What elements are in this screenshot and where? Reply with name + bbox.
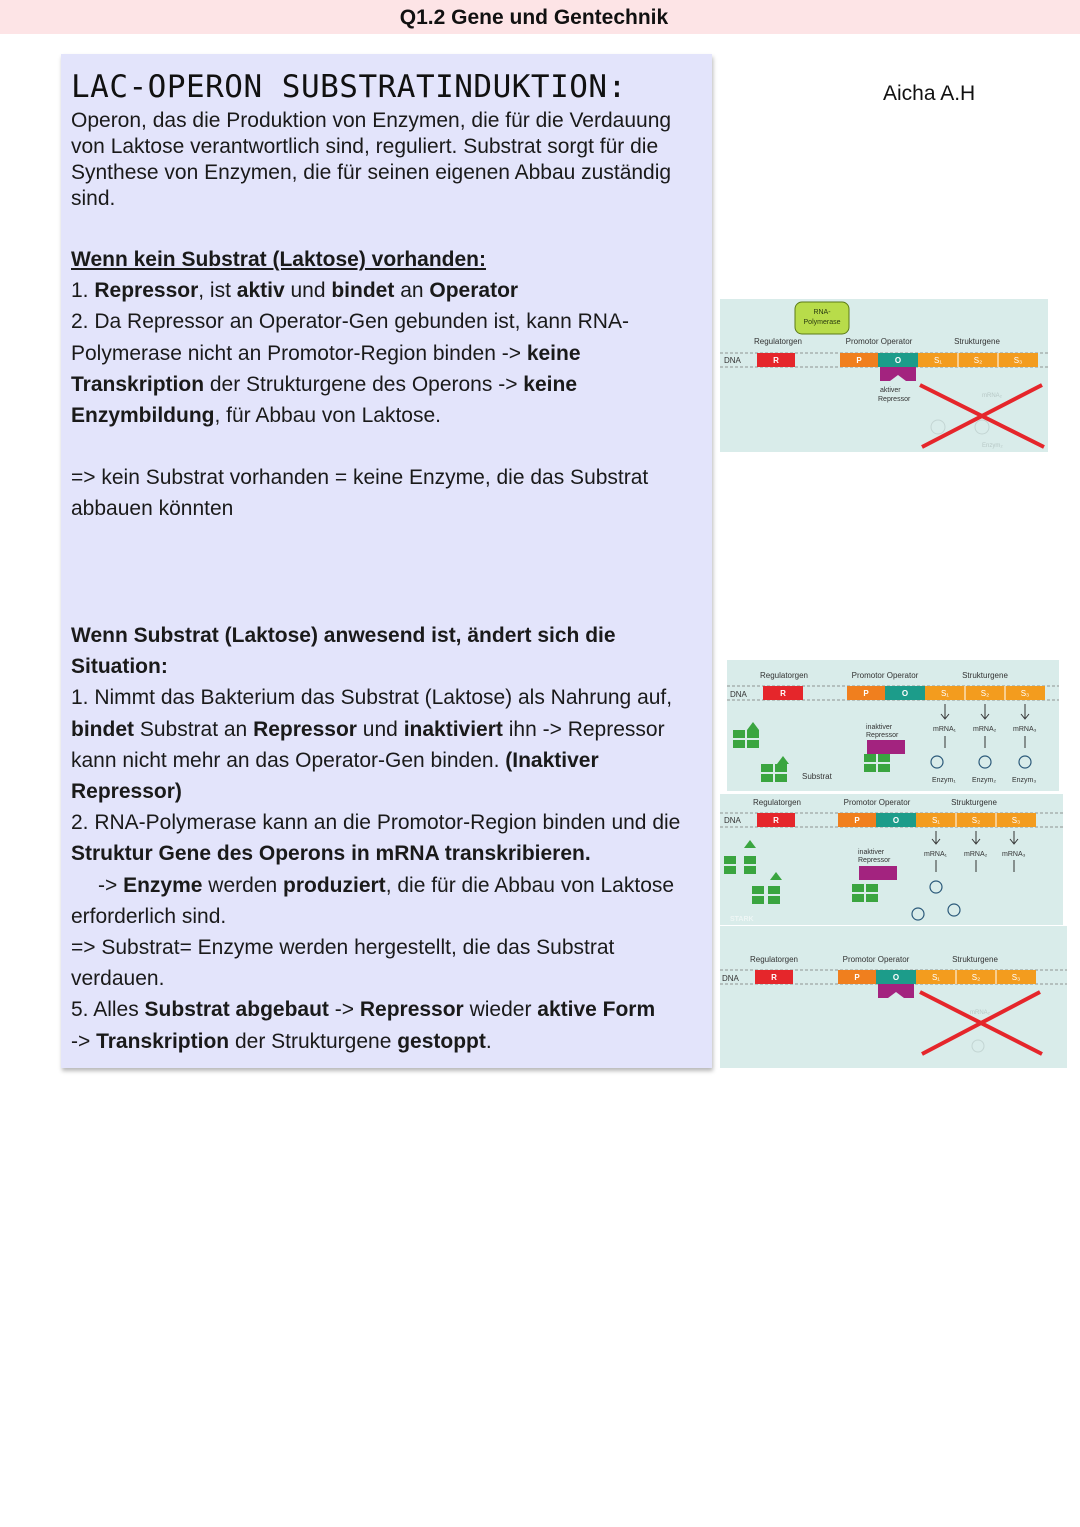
svg-text:S₁: S₁ [940,689,950,698]
polymerase-label: RNA- [813,309,831,316]
list-item: 1. Nimmt das Bakterium das Substrat (Laktose) als Nahrung auf, bindet Substrat an Repressor und inaktiviert ihn -> Repressor kann nicht mehr an das Operator-Gen binden. (Inaktiver Repressor) [71,686,673,804]
diagram-no-substrate [720,299,1048,452]
diagram-enzymes [720,794,1063,925]
svg-text:P: P [863,689,869,698]
page-title: Q1.2 Gene und Gentechnik [399,6,669,29]
svg-text:mRNA₂: mRNA₂ [970,1010,990,1016]
svg-text:Promotor Operator: Promotor Operator [843,798,911,807]
diagram-substrate-present [727,660,1059,791]
list-item: 1. Repressor, ist aktiv und bindet an Operator [71,279,519,303]
operon-diagram-1 [720,299,1048,452]
svg-text:S₁: S₁ [933,356,943,365]
card-title: LAC-OPERON SUBSTRATINDUKTION: [71,69,627,105]
operon-diagram-3 [720,794,1063,925]
svg-text:R: R [780,689,786,698]
list-item: 5. Alles Substrat abgebaut -> Repressor wieder aktive Form [71,998,656,1022]
page-header [0,0,1080,34]
regulatorgen-label: Regulatorgen [753,337,803,346]
author-name: Aicha A.H [883,82,976,105]
svg-text:S₂: S₂ [971,816,981,825]
svg-text:O: O [894,356,902,365]
section-heading: Wenn Substrat (Laktose) anwesend ist, ändert sich die Situation: [71,624,616,679]
svg-text:O: O [901,689,909,698]
polymerase-label: Polymerase [803,319,841,326]
svg-text:S₂: S₂ [973,356,983,365]
svg-text:Enzym₂: Enzym₂ [982,443,1003,449]
svg-text:S₃: S₃ [1011,816,1021,825]
svg-text:mRNA₂: mRNA₂ [982,393,1002,399]
svg-text:Regulatorgen: Regulatorgen [749,955,799,964]
svg-text:mRNA₂: mRNA₂ [973,726,997,733]
svg-text:Strukturgene: Strukturgene [962,671,1008,680]
operon-diagram-2 [727,660,1059,791]
list-item: 2. RNA-Polymerase kann an die Promotor-Region binden und die Struktur Gene des Operons in mRNA transkribieren. [71,811,681,866]
svg-text:Enzym₃: Enzym₃ [1012,777,1037,784]
repressor-label: Repressor [878,396,911,403]
notes-card [61,54,712,1068]
svg-text:Repressor: Repressor [866,732,899,739]
list-item: -> Enzyme werden produziert, die für die Abbau von Laktose erforderlich sind. [71,873,675,928]
repressor-label: aktiver [880,387,901,394]
rna-polymerase-shape [795,302,849,334]
svg-text:P: P [854,973,860,982]
svg-text:inaktiver: inaktiver [866,724,893,731]
list-item: -> Transkription der Strukturgene gestoppt. [71,1029,492,1053]
svg-text:mRNA₃: mRNA₃ [1002,851,1026,858]
svg-text:mRNA₁: mRNA₁ [924,851,947,858]
promotor-operator-label: Promotor Operator [845,337,913,346]
svg-text:Promotor Operator: Promotor Operator [851,671,919,680]
svg-text:S₂: S₂ [980,689,990,698]
svg-text:S₁: S₁ [931,973,941,982]
svg-text:mRNA₁: mRNA₁ [933,726,956,733]
svg-text:DNA: DNA [722,974,739,983]
section-no-substrate [71,244,703,525]
svg-text:O: O [892,973,900,982]
svg-text:Strukturgene: Strukturgene [952,955,998,964]
strukturgene-label: Strukturgene [954,337,1000,346]
svg-text:R: R [773,816,779,825]
svg-text:mRNA₂: mRNA₂ [964,851,988,858]
substrat-label: Substrat [802,772,832,781]
svg-text:Enzym₁: Enzym₁ [932,777,956,784]
svg-text:S₃: S₃ [1013,356,1023,365]
list-item: => Substrat= Enzyme werden hergestellt, die das Substrat verdauen. [71,936,615,991]
conclusion-text: => kein Substrat vorhanden = keine Enzyme, die das Substrat abbauen könnten [71,466,649,521]
dna-label: DNA [724,356,741,365]
svg-text:S₁: S₁ [931,816,941,825]
svg-text:Enzym₂: Enzym₂ [972,777,997,784]
svg-text:mRNA₃: mRNA₃ [1013,726,1037,733]
stark-watermark: STARK [730,916,754,923]
svg-text:P: P [854,816,860,825]
list-item: 2. Da Repressor an Operator-Gen gebunden ist, kann RNA-Polymerase nicht an Promotor-Region binden -> keine Transkription der Strukturgene des Operons -> keine Enzymbildung, für Abbau von Laktose. [71,310,629,428]
svg-text:Regulatorgen: Regulatorgen [752,798,802,807]
svg-text:inaktiver: inaktiver [858,849,885,856]
intro-text: Operon, das die Produktion von Enzymen, die für die Verdauung von Laktose verantwortlich sind, reguliert. Substrat sorgt für die Synthese von Enzymen, die für seinen eigenen Abbau zuständig sind. [71,109,672,210]
svg-text:Regulatorgen: Regulatorgen [759,671,809,680]
svg-text:Promotor Operator: Promotor Operator [842,955,910,964]
svg-text:Repressor: Repressor [858,857,891,864]
svg-text:S₃: S₃ [1011,973,1021,982]
inactive-repressor-shape [867,740,905,754]
svg-text:Strukturgene: Strukturgene [951,798,997,807]
section-heading: Wenn kein Substrat (Laktose) vorhanden: [71,248,487,271]
diagram-repressor-active-again [720,926,1067,1068]
operon-diagram-4 [720,926,1067,1068]
svg-text:P: P [856,356,862,365]
active-repressor-shape [880,367,916,381]
svg-text:R: R [773,356,779,365]
svg-text:S₃: S₃ [1020,689,1030,698]
svg-text:O: O [892,816,900,825]
svg-text:R: R [771,973,777,982]
svg-text:DNA: DNA [724,816,741,825]
section-with-substrate [71,620,703,1057]
active-repressor-shape [878,984,914,998]
svg-text:S₂: S₂ [971,973,981,982]
svg-text:DNA: DNA [730,690,747,699]
